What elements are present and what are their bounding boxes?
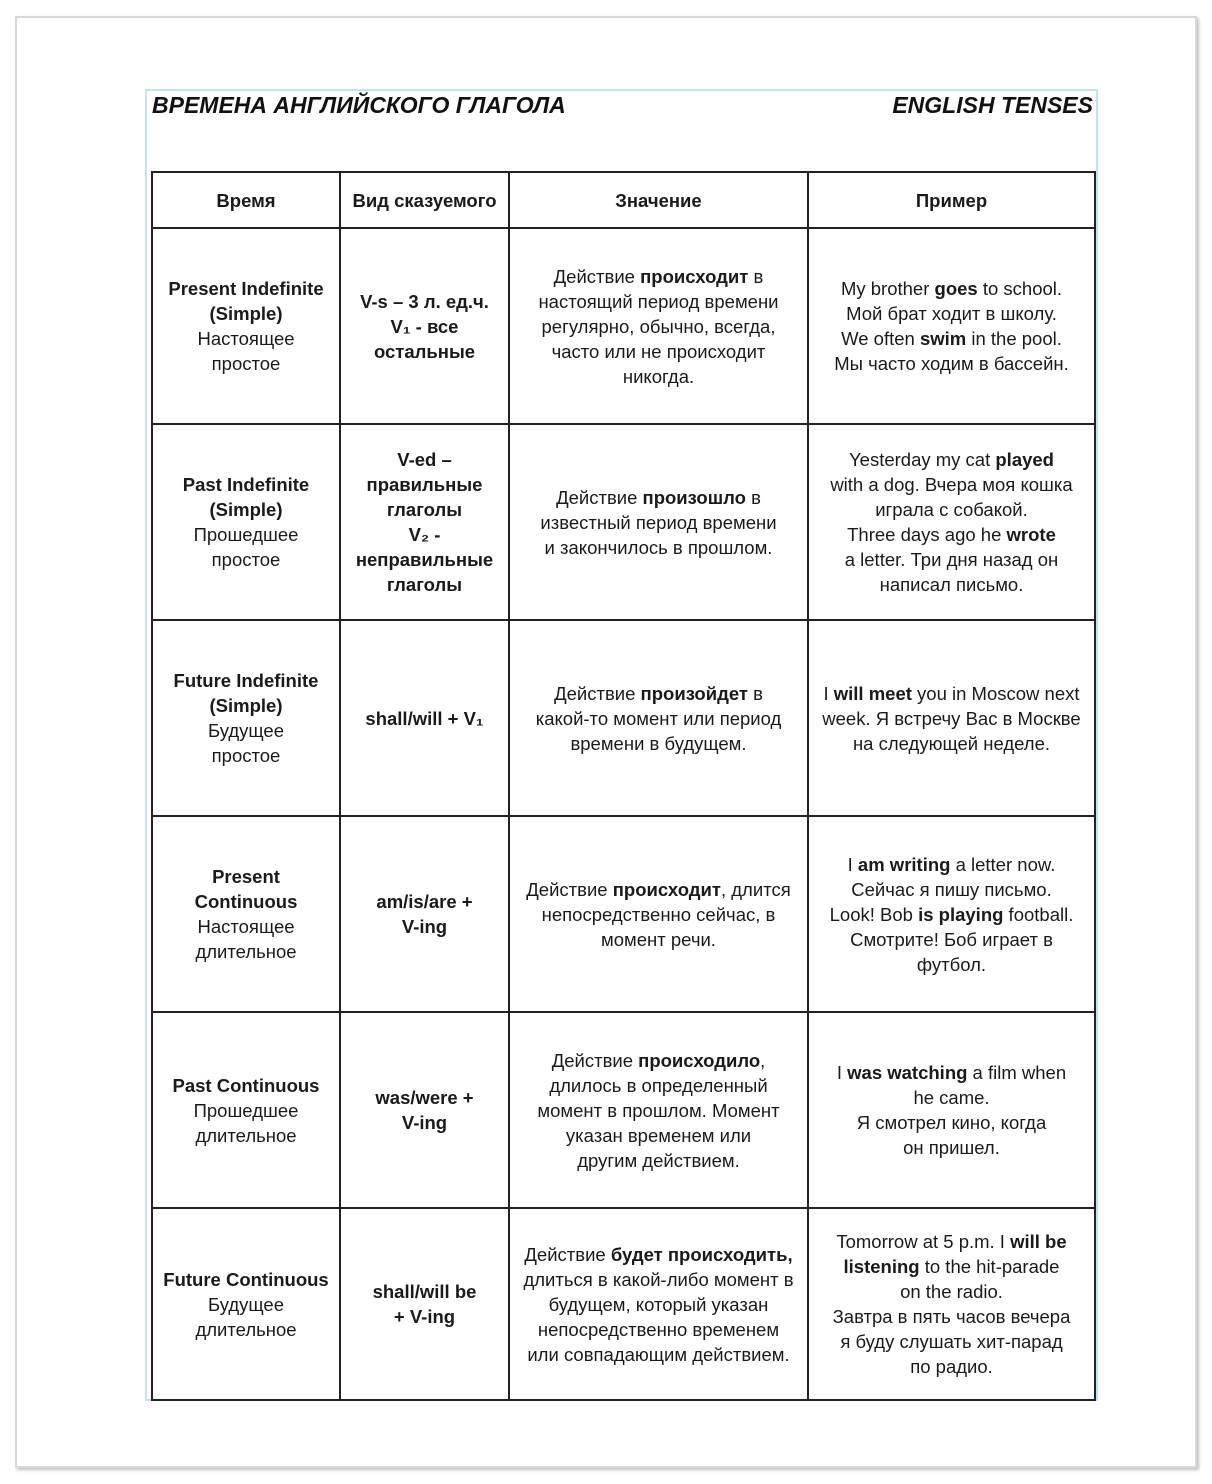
text-segment: по радио. xyxy=(910,1356,993,1377)
meaning-line xyxy=(516,364,801,389)
text-segment: он пришел. xyxy=(903,1137,1000,1158)
text-segment: написал письмо. xyxy=(879,574,1024,595)
meaning-cell xyxy=(509,1208,808,1400)
text-segment: Действие xyxy=(551,1049,639,1071)
meaning-line xyxy=(516,731,801,756)
text-segment: настоящий период времени xyxy=(538,290,779,312)
example-line xyxy=(815,1254,1088,1279)
tense-name-ru: простое xyxy=(211,745,281,766)
meaning-line xyxy=(516,339,801,364)
text-segment: в xyxy=(747,682,763,704)
highlighted-verb: is playing xyxy=(918,903,1004,925)
tense-name-ru: Настоящее xyxy=(197,328,295,349)
text-segment: Действие xyxy=(526,878,613,900)
predicate-form-line: остальные xyxy=(373,340,476,362)
meaning-line xyxy=(516,535,801,560)
text-segment: Завтра в пять часов вечера xyxy=(832,1306,1071,1327)
text-segment: We often xyxy=(841,328,920,349)
tense-name-en: Present xyxy=(212,866,280,887)
example-line xyxy=(815,472,1088,497)
meaning-line xyxy=(516,706,801,731)
text-segment: he came. xyxy=(913,1087,990,1108)
text-segment: будущем, который указан xyxy=(548,1293,769,1315)
text-segment: Действие xyxy=(554,682,641,704)
example-line xyxy=(815,1060,1088,1085)
example-cell xyxy=(808,1208,1095,1400)
meaning-line xyxy=(516,289,801,314)
tense-cell xyxy=(152,1208,340,1400)
example-line xyxy=(815,1135,1088,1160)
table-row xyxy=(152,1208,1095,1400)
text-segment: в xyxy=(745,486,761,508)
text-segment: on the radio. xyxy=(900,1281,1003,1302)
text-segment: непосредственно временем xyxy=(537,1318,780,1340)
highlighted-verb: goes xyxy=(934,278,978,299)
meaning-line xyxy=(516,902,801,927)
predicate-form-line: am/is/are + xyxy=(376,891,473,912)
highlighted-verb: will be xyxy=(1010,1231,1067,1252)
example-line xyxy=(815,301,1088,326)
text-segment: Действие xyxy=(524,1243,611,1265)
table-row xyxy=(152,228,1095,424)
tense-name-ru: Будущее xyxy=(207,720,284,741)
example-line xyxy=(815,351,1088,376)
text-segment: Сейчас я пишу письмо. xyxy=(851,878,1052,900)
example-line xyxy=(815,852,1088,877)
example-line xyxy=(815,276,1088,301)
tense-name-ru: Настоящее xyxy=(197,916,295,937)
title-russian: ВРЕМЕНА АНГЛИЙСКОГО ГЛАГОЛА xyxy=(152,92,566,118)
meaning-cell xyxy=(509,816,808,1012)
text-segment: указан временем или xyxy=(565,1124,752,1146)
meaning-line xyxy=(516,1073,801,1098)
meaning-cell xyxy=(509,620,808,816)
meaning-line xyxy=(516,927,801,952)
meaning-line xyxy=(516,1292,801,1317)
header-tense: Время xyxy=(152,172,340,228)
text-segment: известный период времени xyxy=(540,511,777,533)
tense-name-ru: Прошедшее xyxy=(193,1099,299,1121)
text-segment: Действие xyxy=(553,265,641,287)
tense-name-en: (Simple) xyxy=(209,695,283,716)
predicate-form-line: V-ed – xyxy=(397,449,452,470)
text-segment: with a dog. Вчера моя кошка xyxy=(830,474,1073,495)
example-line xyxy=(815,547,1088,572)
text-segment: I xyxy=(836,1062,848,1083)
text-segment: I xyxy=(823,682,834,704)
header-predicate-form: Вид сказуемого xyxy=(340,172,509,228)
text-segment: Three days ago he xyxy=(847,524,1007,545)
text-segment: никогда. xyxy=(622,365,695,387)
text-segment: длиться в какой-либо момент в xyxy=(523,1268,794,1290)
text-segment: week. Я встречу Вас в Москве xyxy=(822,707,1081,729)
tense-name-ru: длительное xyxy=(195,1124,297,1146)
predicate-form-line: правильные xyxy=(366,474,483,495)
tense-name-en: Future Continuous xyxy=(163,1268,329,1290)
example-line xyxy=(815,572,1088,597)
example-line xyxy=(815,731,1088,756)
tense-name-en: Past Indefinite xyxy=(182,474,310,495)
highlighted-verb: произойдет xyxy=(640,682,748,704)
predicate-form-line: глаголы xyxy=(386,574,463,595)
example-line xyxy=(815,927,1088,977)
tense-name-en: Past Continuous xyxy=(172,1074,320,1096)
predicate-form-cell xyxy=(340,228,509,424)
text-segment: Действие xyxy=(556,486,643,508)
meaning-cell xyxy=(509,424,808,620)
tense-cell xyxy=(152,816,340,1012)
text-segment: длилось в определенный xyxy=(549,1074,768,1096)
tense-cell xyxy=(152,620,340,816)
example-line xyxy=(815,1304,1088,1329)
highlighted-verb: will meet xyxy=(833,682,912,704)
highlighted-verb: происходило xyxy=(638,1049,761,1071)
text-segment: a letter now. xyxy=(950,853,1056,875)
meaning-line xyxy=(516,681,801,706)
table-header-row xyxy=(152,172,1095,228)
tense-name-ru: простое xyxy=(211,353,281,374)
text-segment: другим действием. xyxy=(577,1149,740,1171)
example-line xyxy=(815,902,1088,927)
text-segment: I xyxy=(847,853,858,875)
predicate-form-line: глаголы xyxy=(386,499,463,520)
table-row xyxy=(152,816,1095,1012)
text-segment: Мой брат ходит в школу. xyxy=(846,303,1057,324)
text-segment: in the pool. xyxy=(966,328,1062,349)
text-segment: a film when xyxy=(967,1062,1067,1083)
text-segment: какой-то момент или период xyxy=(535,707,782,729)
highlighted-verb: swim xyxy=(919,328,967,349)
meaning-cell xyxy=(509,1012,808,1208)
predicate-form-line: shall/will + V₁ xyxy=(365,707,484,729)
example-line xyxy=(815,706,1088,731)
tense-name-ru: Прошедшее xyxy=(193,524,299,545)
example-line xyxy=(815,1354,1088,1379)
meaning-line xyxy=(516,1267,801,1292)
meaning-line xyxy=(516,1098,801,1123)
highlighted-verb: wrote xyxy=(1006,524,1056,545)
example-line xyxy=(815,447,1088,472)
text-segment: Tomorrow at 5 p.m. I xyxy=(836,1231,1011,1252)
text-segment: Мы часто ходим в бассейн. xyxy=(834,353,1069,374)
example-line xyxy=(815,1110,1088,1135)
tense-name-ru: Будущее xyxy=(207,1293,284,1315)
text-segment: to the hit-parade xyxy=(919,1256,1060,1277)
predicate-form-line: was/were + xyxy=(375,1087,474,1108)
meaning-line xyxy=(516,1242,801,1267)
highlighted-verb: am writing xyxy=(857,853,951,875)
header-example: Пример xyxy=(808,172,1095,228)
predicate-form-cell xyxy=(340,1012,509,1208)
tense-cell xyxy=(152,1012,340,1208)
highlighted-verb: будет происходить, xyxy=(610,1243,793,1265)
text-segment: времени в будущем. xyxy=(570,732,747,754)
table-row xyxy=(152,1012,1095,1208)
meaning-line xyxy=(516,1317,801,1342)
tense-name-en: Present Indefinite xyxy=(168,278,324,299)
example-cell xyxy=(808,816,1095,1012)
meaning-line xyxy=(516,877,801,902)
example-line xyxy=(815,522,1088,547)
text-segment: играла с собакой. xyxy=(875,499,1028,520)
tense-cell xyxy=(152,424,340,620)
example-line xyxy=(815,1279,1088,1304)
predicate-form-cell xyxy=(340,1208,509,1400)
example-line xyxy=(815,1085,1088,1110)
text-segment: Я смотрел кино, когда xyxy=(856,1112,1047,1133)
predicate-form-cell xyxy=(340,620,509,816)
text-segment: My brother xyxy=(840,278,935,299)
table-row xyxy=(152,424,1095,620)
text-segment: to school. xyxy=(977,278,1063,299)
predicate-form-line: V-ing xyxy=(401,916,448,937)
meaning-line xyxy=(516,314,801,339)
highlighted-verb: listening xyxy=(843,1256,920,1277)
meaning-line xyxy=(516,1123,801,1148)
meaning-line xyxy=(516,510,801,535)
tense-name-ru: простое xyxy=(211,549,281,570)
tense-name-en: (Simple) xyxy=(209,303,283,324)
predicate-form-line: + V-ing xyxy=(393,1306,456,1327)
highlighted-verb: произошло xyxy=(642,486,746,508)
example-cell xyxy=(808,228,1095,424)
tense-name-en: Continuous xyxy=(194,891,298,912)
text-segment: или совпадающим действием. xyxy=(527,1343,790,1365)
meaning-line xyxy=(516,485,801,510)
tense-name-en: (Simple) xyxy=(209,499,283,520)
predicate-form-line: неправильные xyxy=(355,549,494,570)
meaning-line xyxy=(516,1148,801,1173)
highlighted-verb: происходит xyxy=(612,878,721,900)
tenses-table xyxy=(151,171,1096,1401)
example-line xyxy=(815,877,1088,902)
highlighted-verb: происходит xyxy=(640,265,749,287)
example-line xyxy=(815,497,1088,522)
text-segment: Смотрите! Боб играет в футбол. xyxy=(850,928,1053,975)
meaning-line xyxy=(516,1048,801,1073)
title-english: ENGLISH TENSES xyxy=(892,92,1093,118)
meaning-line xyxy=(516,1342,801,1367)
example-line xyxy=(815,1229,1088,1254)
text-segment: регулярно, обычно, всегда, xyxy=(541,315,776,337)
predicate-form-line: V-ing xyxy=(401,1112,448,1133)
text-segment: на следующей неделе. xyxy=(852,732,1051,754)
predicate-form-line: V-s – 3 л. ед.ч. xyxy=(360,290,489,312)
example-cell xyxy=(808,620,1095,816)
table-row xyxy=(152,620,1095,816)
meaning-cell xyxy=(509,228,808,424)
example-line xyxy=(815,326,1088,351)
example-cell xyxy=(808,424,1095,620)
text-segment: часто или не происходит xyxy=(551,340,766,362)
text-segment: Look! Bob xyxy=(829,903,919,925)
header-meaning: Значение xyxy=(509,172,808,228)
predicate-form-cell xyxy=(340,424,509,620)
tense-name-ru: длительное xyxy=(195,1318,297,1340)
text-segment: непосредственно сейчас, в xyxy=(541,903,776,925)
text-segment: я буду слушать хит-парад xyxy=(840,1331,1063,1352)
predicate-form-line: V₂ - xyxy=(408,524,441,545)
example-cell xyxy=(808,1012,1095,1208)
text-segment: football. xyxy=(1003,903,1074,925)
example-line xyxy=(815,681,1088,706)
text-segment: момент речи. xyxy=(601,928,716,950)
highlighted-verb: was watching xyxy=(847,1062,968,1083)
text-segment: момент в прошлом. Момент xyxy=(537,1099,780,1121)
text-segment: и закончилось в прошлом. xyxy=(544,536,773,558)
predicate-form-line: V₁ - все xyxy=(390,315,459,337)
example-line xyxy=(815,1329,1088,1354)
tense-cell xyxy=(152,228,340,424)
highlighted-verb: played xyxy=(995,449,1054,470)
text-segment: , длится xyxy=(720,878,791,900)
predicate-form-cell xyxy=(340,816,509,1012)
text-segment: you in Moscow next xyxy=(911,682,1080,704)
tense-name-ru: длительное xyxy=(195,941,297,962)
text-segment: , xyxy=(760,1049,766,1071)
text-segment: Yesterday my cat xyxy=(849,449,996,470)
text-segment: в xyxy=(748,265,764,287)
meaning-line xyxy=(516,264,801,289)
predicate-form-line: shall/will be xyxy=(372,1281,477,1302)
text-segment: a letter. Три дня назад он xyxy=(844,549,1059,570)
tense-name-en: Future Indefinite xyxy=(173,670,319,691)
